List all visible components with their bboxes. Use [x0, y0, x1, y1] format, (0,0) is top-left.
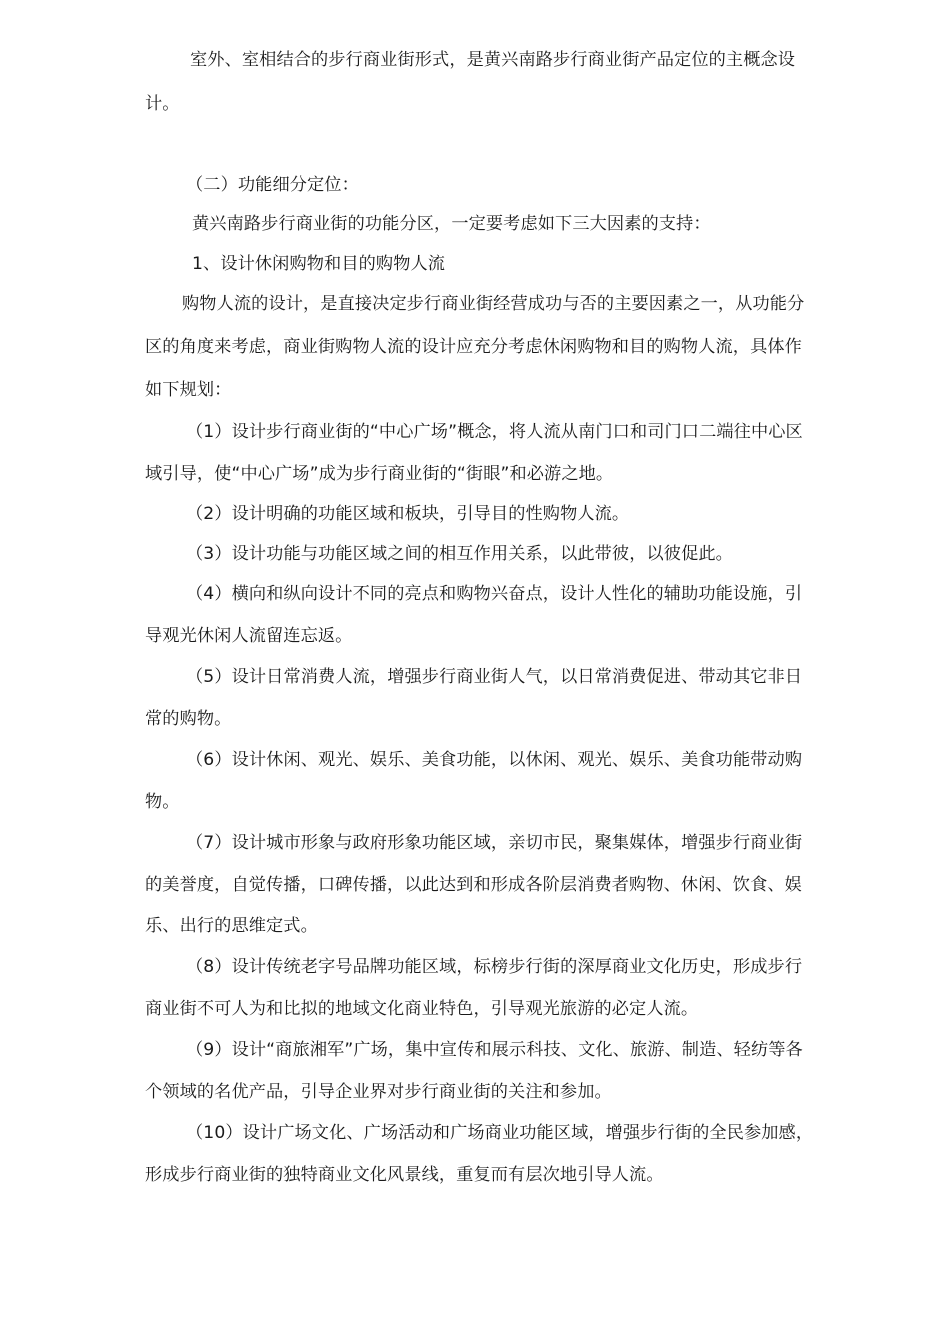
- paragraph-line: 购物人流的设计，是直接决定步行商业街经营成功与否的主要因素之一，从功能分: [182, 294, 805, 314]
- list-item-line: （1）设计步行商业街的“中心广场”概念，将人流从南门口和司门口二端往中心区: [186, 422, 803, 442]
- list-item-line: 的美誉度，自觉传播，口碑传播，以此达到和形成各阶层消费者购物、休闲、饮食、娱: [145, 875, 802, 895]
- list-item-line: （4）横向和纵向设计不同的亮点和购物兴奋点，设计人性化的辅助功能设施，引: [186, 584, 803, 604]
- paragraph-line: 区的角度来考虑，商业街购物人流的设计应充分考虑休闲购物和目的购物人流，具体作: [145, 337, 802, 357]
- list-item-line: 个领域的名优产品，引导企业界对步行商业街的关注和参加。: [145, 1082, 612, 1102]
- paragraph-line: 室外、室相结合的步行商业街形式，是黄兴南路步行商业街产品定位的主概念设: [190, 50, 796, 70]
- list-item-line: 物。: [145, 792, 180, 812]
- list-item-line: （2）设计明确的功能区域和板块，引导目的性购物人流。: [186, 504, 630, 524]
- list-item-line: 乐、出行的思维定式。: [145, 916, 318, 936]
- paragraph-line: 黄兴南路步行商业街的功能分区，一定要考虑如下三大因素的支持：: [192, 214, 711, 234]
- list-item-line: 常的购物。: [145, 709, 232, 729]
- list-item-line: 形成步行商业街的独特商业文化风景线，重复而有层次地引导人流。: [145, 1165, 664, 1185]
- subsection-heading: 1、设计休闲购物和目的购物人流: [192, 254, 446, 274]
- section-heading: （二）功能细分定位：: [186, 175, 359, 195]
- list-item-line: （3）设计功能与功能区域之间的相互作用关系，以此带彼，以彼促此。: [186, 544, 733, 564]
- paragraph-line: 如下规划：: [145, 380, 232, 400]
- list-item-line: （8）设计传统老字号品牌功能区域，标榜步行街的深厚商业文化历史，形成步行: [186, 957, 803, 977]
- list-item-line: （6）设计休闲、观光、娱乐、美食功能，以休闲、观光、娱乐、美食功能带动购: [186, 750, 803, 770]
- paragraph-line: 计。: [145, 94, 180, 114]
- list-item-line: 商业街不可人为和比拟的地域文化商业特色，引导观光旅游的必定人流。: [145, 999, 699, 1019]
- list-item-line: （7）设计城市形象与政府形象功能区域，亲切市民，聚集媒体，增强步行商业街: [186, 833, 803, 853]
- list-item-line: （9）设计“商旅湘军”广场，集中宣传和展示科技、文化、旅游、制造、轻纺等各: [186, 1040, 803, 1060]
- list-item-line: 域引导，使“中心广场”成为步行商业街的“街眼”和必游之地。: [145, 464, 614, 484]
- list-item-line: （10）设计广场文化、广场活动和广场商业功能区域，增强步行街的全民参加感，: [186, 1123, 814, 1143]
- list-item-line: （5）设计日常消费人流，增强步行商业街人气，以日常消费促进、带动其它非日: [186, 667, 803, 687]
- list-item-line: 导观光休闲人流留连忘返。: [145, 626, 353, 646]
